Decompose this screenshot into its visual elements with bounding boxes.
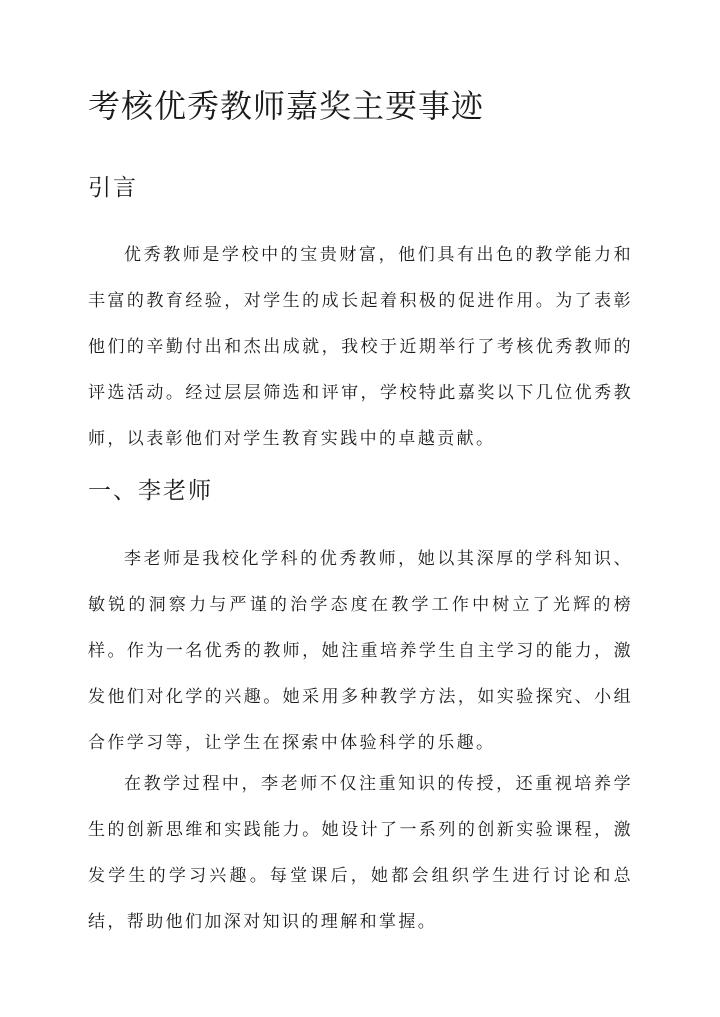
document-title: 考核优秀教师嘉奖主要事迹 bbox=[88, 87, 485, 125]
intro-paragraph: 优秀教师是学校中的宝贵财富，他们具有出色的教学能力和丰富的教育经验，对学生的成长起着积极的促进作用。为了表彰他们的辛勤付出和杰出成就，我校于近期举行了考核优秀教师的评选活动。经过层层筛选和评审，学校特此嘉奖以下几位优秀教师，以表彰他们对学生教育实践中的卓越贡献。 bbox=[88, 245, 633, 449]
teacher-li-paragraph-1: 李老师是我校化学科的优秀教师，她以其深厚的学科知识、敏锐的洞察力与严谨的治学态度在教学工作中树立了光辉的榜样。作为一名优秀的教师，她注重培养学生自主学习的能力，激发他们对化学的兴趣。她采用多种教学方法，如实验探究、小组合作学习等，让学生在探索中体验科学的乐趣。 bbox=[88, 549, 633, 753]
section-heading-intro: 引言 bbox=[88, 175, 138, 201]
section-heading-teacher-li: 一、李老师 bbox=[88, 478, 213, 504]
teacher-li-paragraph-2: 在教学过程中，李老师不仅注重知识的传授，还重视培养学生的创新思维和实践能力。她设计了一系列的创新实验课程，激发学生的学习兴趣。每堂课后，她都会组织学生进行讨论和总结，帮助他们加深对知识的理解和掌握。 bbox=[88, 774, 633, 932]
